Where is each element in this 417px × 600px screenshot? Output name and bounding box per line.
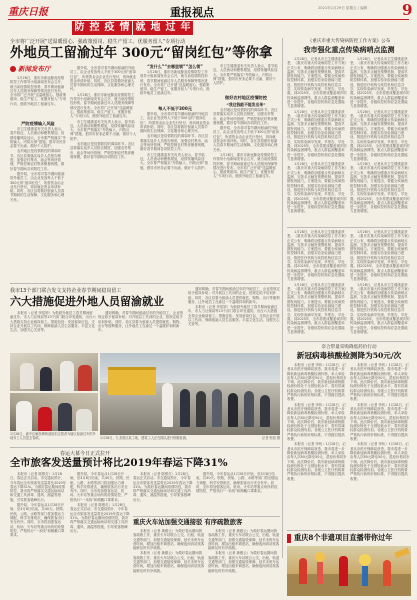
- paragraph: 1月28日，记者从市卫生健康委获悉，《重庆市重大传染病防控工作方案》正式公布，明确将加强重点传染病哨点监测，完善多点触发预警机制，提高早期发现能力。方案提出，要健全疾病预防控制体系，加强实验室检测能力建设，推进医疗机构与疾控机构信息共享，实现传染病早发现、早报告、早处置。到2025年，全市将建成覆盖城乡的传染病监测网络，重点人群监测覆盖率进一步提升，各级疾控机构应急处置能力显著增强。: [287, 109, 347, 161]
- paragraph: 1月28日，记者从市卫生健康委获悉，《重庆市重大传染病防控工作方案》正式公布，明确将加强重点传染病哨点监测，完善多点触发预警机制，提高早期发现能力。方案提出，要健全疾病预防控制体系，加强实验室检测能力建设，推进医疗机构与疾控机构信息共享，实现传染病早发现、早报告、早处置。到2025年，全市将建成覆盖城乡的传染病监测网络，重点人群监测覆盖率进一步提升，各级疾控机构应急处置能力显著增强。: [287, 162, 347, 214]
- vaccine-column-2: [350, 363, 411, 527]
- banner-char: 防: [72, 21, 87, 35]
- photo-heritage-performance: [287, 546, 411, 596]
- paragraph: 据介绍，全市将对春节期间留渝的外地员工，由企业发放每人不低于300元的“留岗红包”，所需资金由企业先行垫付，再向就业资金申请补贴。同时，各区县将做好留渝人员春节期间的生活保障、文化服务和心理关怀。: [10, 171, 65, 202]
- section-rule: [287, 341, 411, 342]
- paragraph: 市卫生健康委有关负责人表示，春节临近，人员流动和聚集增加，疫情传播风险加大。全市要严格落实“外防输入、内防反弹”措施，倡导市民非必要不出渝，做好个人防护。: [140, 152, 208, 170]
- paragraph: 1月28日，重庆市新冠肺炎疫情防控工作领导小组新闻发布会召开，就当前疫情防控形势、春节期间留渝过年人员服务保障等情况进行发布。全市将广泛开展“送温暖留心、强政策留岗、稳生产留工、优服务留人”专项行动，鼓励外地员工留渝过年。: [213, 152, 278, 179]
- paragraph: 本报讯（记者 龚傲云）为做好春运期间旅客疏散工作，重庆火车站联合公交、出租、轨道交通等部门，加强交通接驳保障，延长末班车运营时间，增加出租车调度站，确保夜间到站旅客能够及时有序疏散。: [208, 529, 280, 551]
- spring-travel-column-3: [133, 472, 193, 514]
- paragraph: 1月28日，记者从市卫生健康委获悉，《重庆市重大传染病防控工作方案》正式公布，明确将加强重点传染病哨点监测，完善多点触发预警机制，提高早期发现能力。方案提出，要健全疾病预防控制体系，加强实验室检测能力建设，推进医疗机构与疾控机构信息共享，实现传染病早发现、早报告、早处置。到2025年，全市将建成覆盖城乡的传染病监测网络，重点人群监测覆盖率进一步提升，各级疾控机构应急处置能力显著增强。: [350, 109, 410, 161]
- paragraph: 据介绍，今年春运从1月28日开始，至3月8日结束，共40天。铁路、民航、公路、水路等部门将加强运力调配，科学安排班次，确保旅客出行安全有序。同时，全市将加强客运站、机场、火车站等重点场所的疫情防控，严格执行“一米线”和佩戴口罩要求。: [70, 472, 130, 502]
- paragraph: 农村地区是疫情防控的薄弱环节。各区县要落实返乡人员报告制度，加强农村集市、庙会等场所管理，严格控制农村集体聚餐规模，做好春节期间各项防控工作。: [140, 134, 209, 152]
- vaccine-headline: 新冠病毒核酸检测降为50元/次: [296, 351, 402, 360]
- lead-kicker: 全市将广泛开展“送温暖留心、强政策留岗、稳生产留工、优服务留人”专项行动: [10, 39, 186, 45]
- vaccine-column-1: [287, 363, 347, 527]
- paragraph: 据介绍，全市将对春节期间留渝的外地员工，由企业发放每人不低于300元的“留岗红包”，所需资金由企业先行垫付，再向就业资金申请补贴。同时，各区县将做好留渝人员春节期间的生活保障、文化服务和心理关怀。: [140, 112, 210, 134]
- paragraph: 1月28日，记者从市卫生健康委获悉，《重庆市重大传染病防控工作方案》正式公布，明确将加强重点传染病哨点监测，完善多点触发预警机制，提高早期发现能力。方案提出，要健全疾病预防控制体系，加强实验室检测能力建设，推进医疗机构与疾控机构信息共享，实现传染病早发现、早报告、早处置。到2025年，全市将建成覆盖城乡的传染病监测网络，重点人群监测覆盖率进一步提升，各级疾控机构应急处置能力显著增强。: [350, 162, 410, 214]
- side-mid-column-1: [287, 230, 347, 338]
- paragraph: 本报讯（记者 李珩）1月28日，记者从市医疗保障局获悉，我市将进一步降低新冠病毒核酸检测价格，单人单检由每人次80元降至50元，混检价格同步下调。此次降价后，我市新冠病毒核酸检测价格处于全国较低水平，将有效减轻群众检测负担。各级公立医疗机构要严格执行新的价格标准，不得擅自提高收费。: [287, 442, 347, 481]
- paragraph: 本报讯（记者 龚傲云）为做好春运期间旅客疏散工作，重庆火车站联合公交、出租、轨道交通等部门，加强交通接驳保障，延长末班车运营时间，增加出租车调度站，确保夜间到站旅客能够及时有序疏散。: [133, 529, 205, 551]
- column-divider: [282, 38, 283, 558]
- side-top-headline: 我市强化重点传染病哨点监测: [303, 45, 395, 54]
- banner-char: 疫: [102, 21, 117, 35]
- spring-travel-column-4: [196, 472, 280, 514]
- transport-column-2: [208, 529, 280, 596]
- paragraph: 通知明确，对春节期间留渝过年的外地员工，企业按规定给予留岗补贴；对开展以工代训的企业，按规定给予培训补贴。同时，各区县要为留渝人员提供就医、购物、出行等便利服务，让外地员工在渝过一个温暖祥和的新年。: [98, 311, 183, 333]
- paragraph: 本报讯（记者 李珩）1月28日，记者从市医疗保障局获悉，我市将进一步降低新冠病毒核酸检测价格，单人单检由每人次80元降至50元，混检价格同步下调。此次降价后，我市新冠病毒核酸检测价格处于全国较低水平，将有效减轻群众检测负担。各级公立医疗机构要严格执行新的价格标准，不得擅自提高收费。: [287, 402, 347, 442]
- lead-quote-1: “发什么”“去哪里领”“怎么领”: [147, 64, 203, 69]
- banner-char: 情: [117, 21, 132, 35]
- six-measures-headline: 六大措施促进外地人员留渝就业: [10, 295, 164, 308]
- six-measures-column-1: [10, 311, 96, 351]
- section-rule: [133, 516, 280, 517]
- date-line: 2021年1月29日 星期五 / 编辑：: [318, 6, 371, 10]
- heritage-headline-bar: [287, 532, 411, 544]
- banner-char: 控: [87, 21, 102, 35]
- section-rule: [287, 227, 411, 228]
- heritage-headline: 重庆8个非遗项目直播带你过年: [294, 533, 393, 542]
- paragraph: 1月28日，重庆市新冠肺炎疫情防控工作领导小组新闻发布会召开，就当前疫情防控形势、春节期间留渝过年人员服务保障等情况进行发布。全市将广泛开展“送温暖留心、强政策留岗、稳生产留工、优服务留人”专项行动，鼓励外地员工留渝过年。: [140, 70, 210, 96]
- paragraph: 本报讯（记者 李珩）1月28日，记者从市医疗保障局获悉，我市将进一步降低新冠病毒核酸检测价格，单人单检由每人次80元降至50元，混检价格同步下调。此次降价后，我市新冠病毒核酸检测价格处于全国较低水平，将有效减轻群众检测负担。各级公立医疗机构要严格执行新的价格标准，不得擅自提高收费。: [350, 402, 410, 442]
- banner-char: 地: [148, 21, 163, 35]
- paragraph: 通知明确，对春节期间留渝过年的外地员工，企业按规定给予留岗补贴；对开展以工代训的企业，按规定给予培训补贴。同时，各区县要为留渝人员提供就医、购物、出行等便利服务，让外地员工在渝过一个温暖祥和的新年。: [188, 287, 280, 304]
- paragraph: 本报讯（记者 李珩）1月28日，记者从市医疗保障局获悉，我市将进一步降低新冠病毒核酸检测价格，单人单检由每人次80元降至50元，混检价格同步下调。此次降价后，我市新冠病毒核酸检测价格处于全国较低水平，将有效减轻群众检测负担。各级公立医疗机构要严格执行新的价格标准，不得擅自提高收费。: [350, 442, 410, 481]
- paragraph: 市卫生健康委有关负责人表示，春节临近，人员流动和聚集增加，疫情传播风险加大。全市要严格落实“外防输入、内防反弹”措施，倡导市民非必要不出渝，做好个人防护。: [70, 119, 137, 141]
- paragraph: 1月28日，重庆市新冠肺炎疫情防控工作领导小组新闻发布会召开，就当前疫情防控形势、春节期间留渝过年人员服务保障等情况进行发布。全市将广泛开展“送温暖留心、强政策留岗、稳生产留工、优服务留人”专项行动，鼓励外地员工留渝过年。: [10, 76, 66, 106]
- paragraph: 农村地区是疫情防控的薄弱环节。各区县要落实返乡人员报告制度，加强农村集市、庙会等场所管理，严格控制农村集体聚餐规模，做好春节期间各项防控工作。: [70, 142, 135, 159]
- transport-headline: 重庆火车站加强交通接驳 有序疏散旅客: [133, 519, 243, 526]
- paragraph: 1月28日，记者从市卫生健康委获悉，《重庆市重大传染病防控工作方案》正式公布，明确将加强重点传染病哨点监测，完善多点触发预警机制，提高早期发现能力。方案提出，要健全疾病预防控制体系，加强实验室检测能力建设，推进医疗机构与疾控机构信息共享，实现传染病早发现、早报告、早处置。到2025年，全市将建成覆盖城乡的传染病监测网络，重点人群监测覆盖率进一步提升，各级疾控机构应急处置能力显著增强。: [287, 57, 347, 109]
- paragraph: 1月28日，记者从市卫生健康委获悉，《重庆市重大传染病防控工作方案》正式公布，明确将加强重点传染病哨点监测，完善多点触发预警机制，提高早期发现能力。方案提出，要健全疾病预防控制体系，加强实验室检测能力建设，推进医疗机构与疾控机构信息共享，实现传染病早发现、早报告、早处置。到2025年，全市将建成覆盖城乡的传染病监测网络，重点人群监测覆盖率进一步提升，各级疾控机构应急处置能力显著增强。: [350, 230, 410, 282]
- side-top-column-2: [350, 57, 411, 223]
- paragraph: 本报讯（记者 李珩）1月28日，记者从市医疗保障局获悉，我市将进一步降低新冠病毒核酸检测价格，单人单检由每人次80元降至50元，混检价格同步下调。此次降价后，我市新冠病毒核酸检测价格处于全国较低水平，将有效减轻群众检测负担。各级公立医疗机构要严格执行新的价格标准，不得擅自提高收费。: [287, 363, 347, 402]
- paragraph: 1月28日，记者从市卫生健康委获悉，《重庆市重大传染病防控工作方案》正式公布，明确将加强重点传染病哨点监测，完善多点触发预警机制，提高早期发现能力。方案提出，要健全疾病预防控制体系，加强实验室检测能力建设，推进医疗机构与疾控机构信息共享，实现传染病早发现、早报告、早处置。到2025年，全市将建成覆盖城乡的传染病监测网络，重点人群监测覆盖率进一步提升，各级疾控机构应急处置能力显著增强。: [287, 282, 347, 334]
- section-title: 重报视点: [170, 6, 214, 19]
- lead-column-4b: [213, 108, 279, 280]
- paragraph: 据介绍，全市将对春节期间留渝的外地员工，由企业发放每人不低于300元的“留岗红包”，所需资金由企业先行垫付，再向就业资金申请补贴。同时，各区县将做好留渝人员春节期间的生活保障、文化服务和心理关怀。: [213, 126, 279, 152]
- presser-logo: [10, 64, 54, 73]
- page-number: 9: [402, 1, 413, 19]
- lead-subhead-1: 严防疫情输入风险: [21, 121, 55, 126]
- photo-testing-queue: [100, 353, 280, 435]
- banner-char: 就: [133, 21, 148, 35]
- paragraph: 1月28日，记者从市卫生健康委获悉，《重庆市重大传染病防控工作方案》正式公布，明确将加强重点传染病哨点监测，完善多点触发预警机制，提高早期发现能力。方案提出，要健全疾病预防控制体系，加强实验室检测能力建设，推进医疗机构与疾控机构信息共享，实现传染病早发现、早报告、早处置。到2025年，全市将建成覆盖城乡的传染病监测网络，重点人群监测覆盖率进一步提升，各级疾控机构应急处置能力显著增强。: [350, 282, 410, 334]
- paragraph: 本报讯（记者 陈维灯）1月28日，春运正式启动。市交通局预计，今年春运全市旅客发送量将比2019年春运下降31%。为做好春运期间疫情防控，我市将严格落实交通运输场站和交通工具消毒、通风、测温等措施，引导旅客错峰出行。: [133, 472, 193, 502]
- lead-column-3b: [140, 112, 210, 280]
- spring-travel-kicker: 春运大幕今日正式拉开: [59, 451, 110, 457]
- paragraph: 1月28日，重庆市新冠肺炎疫情防控工作领导小组新闻发布会召开，就当前疫情防控形势、春节期间留渝过年人员服务保障等情况进行发布。全市将广泛开展“送温暖留心、强政策留岗、稳生产留工、优服务留人”专项行动，鼓励外地员工留渝过年。: [70, 92, 135, 119]
- paragraph: 本报讯（记者 陈维灯）1月28日，春运正式启动。市交通局预计，今年春运全市旅客发送量将比2019年春运下降31%。为做好春运期间疫情防控，我市将严格落实交通运输场站和交通工具消毒、通风、测温等措施，引导旅客错峰出行。: [70, 503, 130, 533]
- masthead-rule: [8, 19, 409, 20]
- paragraph: 据介绍，今年春运从1月28日开始，至3月8日结束，共40天。铁路、民航、公路、水路等部门将加强运力调配，科学安排班次，确保旅客出行安全有序。同时，全市将加强客运站、机场、火车站等重点场所的疫情防控，严格执行“一米线”和佩戴口罩要求。: [10, 503, 67, 538]
- paragraph: 据介绍，今年春运从1月28日开始，至3月8日结束，共40天。铁路、民航、公路、水路等部门将加强运力调配，科学安排班次，确保旅客出行安全有序。同时，全市将加强客运站、机场、火车站等重点场所的疫情防控，严格执行“一米线”和佩戴口罩要求。: [196, 472, 279, 494]
- lead-column-1: [10, 76, 66, 119]
- photo-caption-left: 1月28日，渝中区解放碑街道组织志愿者为辖区留渝过年的外地务工人员送去春联。: [10, 432, 96, 440]
- photo-volunteers-bottom: [10, 393, 98, 431]
- side-top-kicker: 《重庆市重大传染病防控工作方案》公布: [307, 39, 391, 44]
- paragraph: 1月28日，记者从市卫生健康委获悉，《重庆市重大传染病防控工作方案》正式公布，明确将加强重点传染病哨点监测，完善多点触发预警机制，提高早期发现能力。方案提出，要健全疾病预防控制体系，加强实验室检测能力建设，推进医疗机构与疾控机构信息共享，实现传染病早发现、早报告、早处置。到2025年，全市将建成覆盖城乡的传染病监测网络，重点人群监测覆盖率进一步提升，各级疾控机构应急处置能力显著增强。: [287, 230, 347, 282]
- paragraph: 本报讯（记者 李星婷）为鼓励外地员工春节期间留渝过年，市人力社保局等13个部门联合印发通知，出台六大措施支持企业稳岗留工。措施包括：发放留岗红包、支持企业开展以工代训、保障留渝人员生活服务、丰富文化生活、加强关心关爱等。: [10, 311, 96, 333]
- lead-column-4: [213, 64, 279, 92]
- six-measures-column-3: [188, 287, 280, 351]
- banner-char: 过: [163, 21, 178, 35]
- paragraph: 1月28日，记者从市卫生健康委获悉，《重庆市重大传染病防控工作方案》正式公布，明确将加强重点传染病哨点监测，完善多点触发预警机制，提高早期发现能力。方案提出，要健全疾病预防控制体系，加强实验室检测能力建设，推进医疗机构与疾控机构信息共享，实现传染病早发现、早报告、早处置。到2025年，全市将建成覆盖城乡的传染病监测网络，重点人群监测覆盖率进一步提升，各级疾控机构应急处置能力显著增强。: [350, 57, 410, 109]
- section-banner: [72, 21, 193, 35]
- spring-travel-headline: 全市旅客发送量预计将比2019年春运下降31%: [10, 457, 228, 469]
- paragraph: 本报讯（记者 李珩）1月28日，记者从市医疗保障局获悉，我市将进一步降低新冠病毒核酸检测价格，单人单检由每人次80元降至50元，混检价格同步下调。此次降价后，我市新冠病毒核酸检测价格处于全国较低水平，将有效减轻群众检测负担。各级公立医疗机构要严格执行新的价格标准，不得擅自提高收费。: [350, 363, 410, 402]
- paragraph: 市卫生健康委有关负责人表示，春节临近，人员流动和聚集增加，疫情传播风险加大。全市要严格落实“外防输入、内防反弹”措施，倡导市民非必要不出渝，做好个人防护。: [10, 127, 66, 149]
- photo-caption-mid: 1月28日，九龙坡区某工地，建筑工人正在排队进行核酸检测。: [100, 436, 189, 440]
- paragraph: 本报讯（记者 李星婷）为鼓励外地员工春节期间留渝过年，市人力社保局等13个部门联合印发通知，出台六大措施支持企业稳岗留工。措施包括：发放留岗红包、支持企业开展以工代训、保障留渝人员生活服务、丰富文化生活、加强关心关爱等。: [188, 305, 280, 327]
- side-top-column-1: [287, 57, 347, 223]
- photo-volunteers-top: [10, 353, 98, 391]
- paragraph: 本报讯（记者 龚傲云）为做好春运期间旅客疏散工作，重庆火车站联合公交、出租、轨道交通等部门，加强交通接驳保障，延长末班车运营时间，增加出租车调度站，确保夜间到站旅客能够及时有序疏散。: [133, 551, 205, 573]
- six-measures-column-2: [98, 311, 186, 351]
- newspaper-logo: 重庆日报: [8, 7, 48, 18]
- section-rule: [10, 283, 280, 284]
- banner-char: 年: [178, 21, 193, 35]
- lead-headline: 外地员工留渝过年 300元“留岗红包”等你拿: [10, 45, 273, 61]
- paragraph: 市卫生健康委有关负责人表示，春节临近，人员流动和聚集增加，疫情传播风险加大。全市要严格落实“外防输入、内防反弹”措施，倡导市民非必要不出渝，做好个人防护。: [213, 64, 278, 86]
- spring-travel-column-1: [10, 472, 67, 596]
- paragraph: 本报讯（记者 龚傲云）为做好春运期间旅客疏散工作，重庆火车站联合公交、出租、轨道交通等部门，加强交通接驳保障，延长末班车运营时间，增加出租车调度站，确保夜间到站旅客能够及时有序疏散。: [208, 551, 280, 573]
- presser-logo-text: 新闻发布厅: [18, 65, 51, 73]
- vaccine-kicker: 奈合带量采购降低药价行动: [321, 345, 377, 350]
- six-measures-kicker: 我市13个部门联合发文支持企业春节期间稳岗留工: [10, 288, 122, 294]
- side-mid-column-2: [350, 230, 411, 338]
- paragraph: 农村地区是疫情防控的薄弱环节。各区县要落实返乡人员报告制度，加强农村集市、庙会等场所管理，严格控制农村集体聚餐规模，做好春节期间各项防控工作。: [10, 149, 65, 171]
- paragraph: 农村地区是疫情防控的薄弱环节。各区县要落实返乡人员报告制度，加强农村集市、庙会等场所管理，严格控制农村集体聚餐规模，做好春节期间各项防控工作。: [213, 108, 278, 125]
- lead-subhead-3: 做好农村地区疫情防控: [225, 95, 267, 100]
- presser-dot-icon: [10, 66, 16, 72]
- lead-column-1b: [10, 127, 66, 280]
- heritage-marker-icon: [287, 534, 291, 543]
- lead-column-2: [70, 66, 137, 280]
- lead-column-3: [140, 70, 210, 104]
- paragraph: 据介绍，全市将对春节期间留渝的外地员工，由企业发放每人不低于300元的“留岗红包”，所需资金由企业先行垫付，再向就业资金申请补贴。同时，各区县将做好留渝人员春节期间的生活保障、文化服务和心理关怀。: [70, 66, 137, 92]
- lead-subhead-2: 每人不低于300元: [158, 106, 192, 111]
- transport-column-1: [133, 529, 205, 596]
- paragraph: 本报讯（记者 陈维灯）1月28日，春运正式启动。市交通局预计，今年春运全市旅客发送量将比2019年春运下降31%。为做好春运期间疫情防控，我市将严格落实交通运输场站和交通工具消毒、通风、测温等措施，引导旅客错峰出行。: [10, 472, 67, 502]
- section-rule: [10, 447, 280, 448]
- lead-quote-2: “我这钱能不能发出来”: [226, 102, 266, 107]
- section-rule: [287, 530, 411, 531]
- spring-travel-column-2: [70, 472, 130, 596]
- photo-credit: 记者 郭旭 摄: [262, 436, 280, 440]
